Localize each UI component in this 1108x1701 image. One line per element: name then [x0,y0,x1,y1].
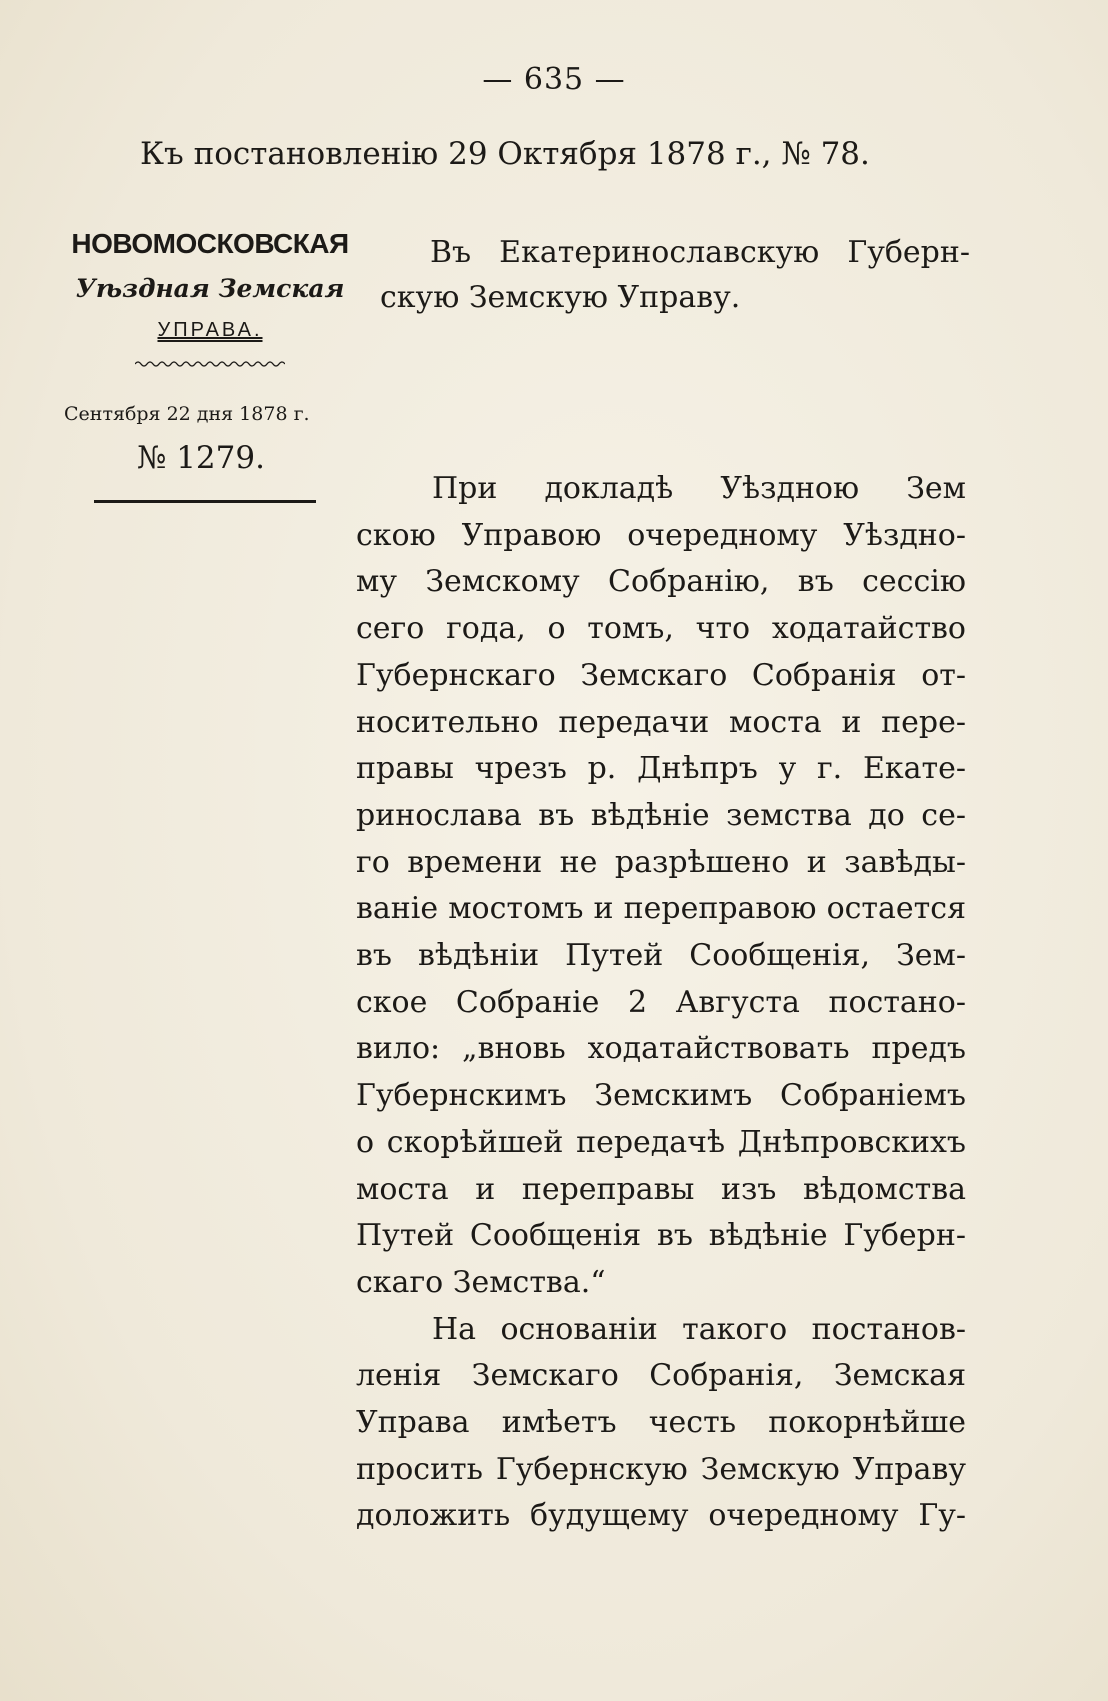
text-line: сего года, о томъ, что ходатайство [356,611,966,647]
sender-subtitle: Уѣздная Земская [75,274,345,303]
text-line: Управа имѣетъ честь покорнѣйше [356,1405,966,1441]
text-line: о скорѣйшей передачѣ Днѣпровскихъ [356,1124,966,1160]
text-line: ленія Земскаго Собранія, Земская [356,1358,966,1394]
document-date: Сентября 22 дня 1878 г. [64,403,310,425]
text-line: ское Собраніе 2 Августа постано- [356,984,966,1020]
addressee-line: Въ Екатеринославскую Губерн- [430,235,970,270]
text-line: ваніе мостомъ и переправою остается [356,891,966,927]
text-line: носительно передачи моста и пере- [356,704,966,740]
wavy-divider [135,360,285,368]
text-line: въ вѣдѣніи Путей Сообщенія, Зем- [356,938,966,974]
addressee [380,230,970,320]
text-line: ринослава въ вѣдѣніе земства до се- [356,797,966,833]
sender-uprava: УПРАВА. [157,319,263,341]
sender-name: НОВОМОСКОВСКАЯ [71,228,349,259]
text-line: Губернскимъ Земскимъ Собраніемъ [356,1078,966,1114]
text-line: Губернскаго Земскаго Собранія от- [356,657,966,693]
text-line: му Земскому Собранію, въ сессію [356,564,966,600]
paragraph-2 [356,1307,966,1541]
paragraph-1 [356,466,966,1307]
text-line: На основаніи такого постанов- [432,1311,966,1347]
sender-block [60,228,360,368]
body-text [356,466,966,1540]
text-line: Путей Сообщенія въ вѣдѣніе Губерн- [356,1218,966,1254]
reference-line: Къ постановленію 29 Октября 1878 г., № 78. [140,136,870,172]
text-line: скаго Земства.“ [356,1264,606,1300]
divider-rule [94,500,316,503]
text-line: моста и переправы изъ вѣдомства [356,1171,966,1207]
text-line: просить Губернскую Земскую Управу [356,1451,966,1487]
text-line: доложить будущему очередному Гу- [356,1498,966,1534]
page-number: — 635 — [482,62,626,97]
addressee-line: скую Земскую Управу. [380,280,741,315]
text-line: скою Управою очередному Уѣздно- [356,517,966,553]
text-line: вило: „вновь ходатайствовать предъ [356,1031,966,1067]
text-line: го времени не разрѣшено и завѣды- [356,844,966,880]
text-line: При докладѣ Уѣздною Зем [432,471,966,506]
text-line: правы чрезъ р. Днѣпръ у г. Екате- [356,751,966,787]
document-number: № 1279. [137,440,265,476]
